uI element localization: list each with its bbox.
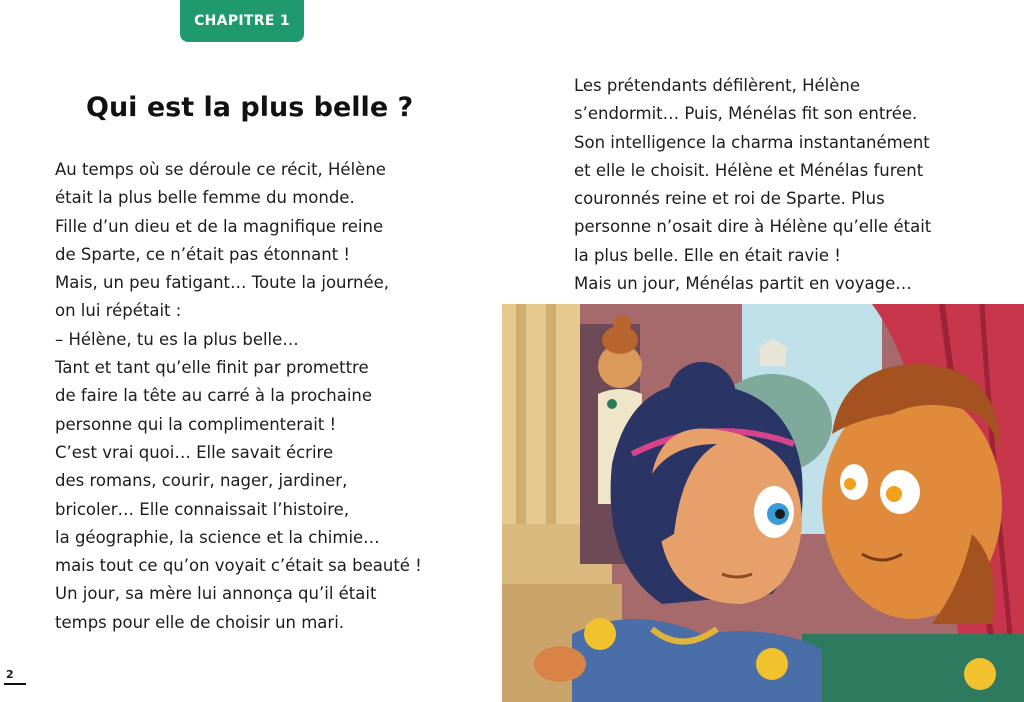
text-line: était la plus belle femme du monde. bbox=[55, 188, 355, 208]
text-line: mais tout ce qu’on voyait c’était sa beauté ! bbox=[55, 556, 422, 576]
text-line: couronnés reine et roi de Sparte. Plus bbox=[574, 189, 885, 209]
text-line: Au temps où se déroule ce récit, Hélène bbox=[55, 160, 386, 179]
chapter-tab: CHAPITRE 1 bbox=[180, 0, 304, 42]
text-line: Tant et tant qu’elle finit par promettre bbox=[55, 358, 369, 378]
text-line: et elle le choisit. Hélène et Ménélas furent bbox=[574, 160, 924, 180]
text-line: C’est vrai quoi… Elle savait écrire bbox=[55, 442, 334, 462]
text-line: on lui répétait : bbox=[55, 301, 182, 321]
text-line: personne qui la complimenterait ! bbox=[55, 414, 337, 434]
helen-menelas-illustration bbox=[502, 304, 1024, 702]
text-line: de faire la tête au carré à la prochaine bbox=[55, 386, 373, 406]
text-line: la plus belle. Elle en était ravie ! bbox=[574, 245, 841, 265]
text-line: temps pour elle de choisir un mari. bbox=[55, 612, 345, 632]
text-line: bricoler… Elle connaissait l’histoire, bbox=[55, 499, 350, 519]
text-line: de Sparte, ce n’était pas étonnant ! bbox=[55, 244, 350, 264]
text-line: personne n’osait dire à Hélène qu’elle était bbox=[574, 217, 932, 237]
text-line: Son intelligence la charma instantanément bbox=[574, 132, 930, 152]
text-line: – Hélène, tu es la plus belle… bbox=[55, 329, 299, 349]
text-line: Mais un jour, Ménélas partit en voyage… bbox=[574, 274, 912, 294]
text-line: Mais, un peu fatigant… Toute la journée, bbox=[55, 273, 390, 293]
text-line: s’endormit… Puis, Ménélas fit son entrée. bbox=[574, 104, 918, 124]
text-line: Un jour, sa mère lui annonça qu’il était bbox=[55, 584, 377, 604]
story-text-right bbox=[574, 72, 931, 298]
text-line: Les prétendants défilèrent, Hélène bbox=[574, 76, 861, 95]
text-line: des romans, courir, nager, jardiner, bbox=[55, 471, 348, 491]
text-line: Fille d’un dieu et de la magnifique reine bbox=[55, 216, 384, 236]
story-text-left bbox=[55, 156, 422, 637]
page-title: Qui est la plus belle ? bbox=[86, 92, 414, 123]
text-line: la géographie, la science et la chimie… bbox=[55, 527, 380, 547]
page-number: 2 bbox=[6, 668, 14, 681]
